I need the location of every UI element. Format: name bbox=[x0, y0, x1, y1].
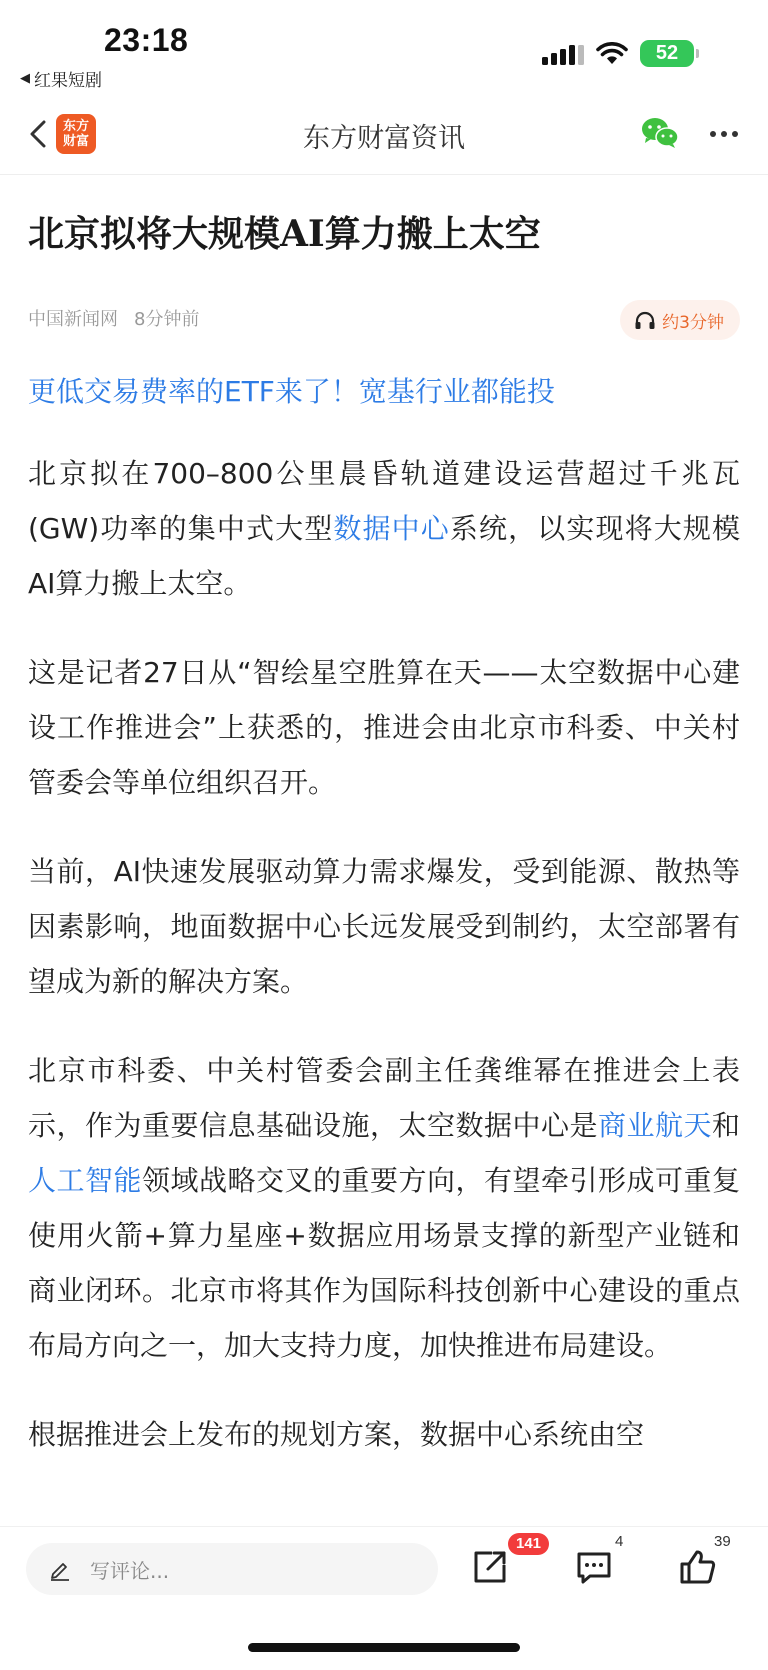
back-triangle-icon: ◀ bbox=[20, 71, 30, 86]
article-title: 北京拟将大规模AI算力搬上太空 bbox=[28, 213, 541, 255]
logo-line-2: 财富 bbox=[62, 134, 89, 149]
home-indicator[interactable] bbox=[248, 1643, 520, 1652]
back-to-app-link[interactable] bbox=[20, 66, 102, 91]
article-source: 中国新闻网 bbox=[28, 309, 118, 330]
nav-bar bbox=[0, 96, 768, 175]
cellular-signal-icon bbox=[542, 43, 584, 65]
share-icon[interactable] bbox=[470, 1547, 510, 1587]
status-bar bbox=[0, 0, 768, 90]
paragraph-5: 根据推进会上发布的规划方案，数据中心系统由空 bbox=[28, 1418, 645, 1451]
paragraph-4-text-a: 北京市科委、中关村管委会副主任龚维幂在推进会上表示，作为重要信息基础设施，太空数据中心是 bbox=[28, 1054, 740, 1142]
status-time: 23:18 bbox=[104, 22, 189, 58]
like-count: 39 bbox=[714, 1533, 731, 1550]
paragraph-4 bbox=[28, 1043, 740, 1373]
paragraph-1-text-b: 系统，以实现将大规模AI算力搬上太空。 bbox=[28, 512, 740, 600]
article-meta bbox=[28, 300, 740, 340]
paragraph-1 bbox=[28, 446, 740, 611]
promo-link[interactable]: 更低交易费率的ETF来了！宽基行业都能投 bbox=[28, 375, 555, 408]
bottom-bar bbox=[0, 1526, 768, 1670]
status-indicators bbox=[542, 40, 694, 67]
paragraph-2: 这是记者27日从“智绘星空胜算在天——太空数据中心建设工作推进会”上获悉的，推进会由北京市科委、中关村管委会等单位组织召开。 bbox=[28, 656, 740, 799]
comment-count: 4 bbox=[615, 1533, 624, 1550]
battery-icon bbox=[640, 40, 694, 67]
listen-duration: 约3分钟 bbox=[662, 312, 724, 333]
comment-input[interactable] bbox=[26, 1543, 438, 1595]
keyword-link-data-center[interactable]: 数据中心 bbox=[333, 512, 450, 545]
comment-icon[interactable] bbox=[574, 1547, 614, 1587]
article bbox=[28, 210, 740, 1462]
battery-level: 52 bbox=[655, 42, 679, 64]
paragraph-3: 当前，AI快速发展驱动算力需求爆发，受到能源、散热等因素影响，地面数据中心长远发展受到制约，太空部署有望成为新的解决方案。 bbox=[28, 855, 740, 998]
keyword-link-ai[interactable]: 人工智能 bbox=[28, 1164, 142, 1197]
wechat-icon[interactable] bbox=[640, 116, 680, 150]
paragraph-1-text-a: 北京拟在700–800公里晨昏轨道建设运营超过千兆瓦(GW)功率的集中式大型 bbox=[28, 457, 740, 545]
listen-button[interactable] bbox=[620, 300, 740, 340]
headphones-icon bbox=[634, 310, 656, 330]
paragraph-4-text-mid: 和 bbox=[711, 1109, 740, 1142]
pen-icon bbox=[48, 1557, 72, 1581]
paragraph-4-text-b: 领域战略交叉的重要方向，有望牵引形成可重复使用火箭+算力星座+数据应用场景支撑的新型产业链和商业闭环。北京市将其作为国际科技创新中心建设的重点布局方向之一，加大支持力度，加快推进布局建设。 bbox=[28, 1164, 740, 1362]
wifi-icon bbox=[596, 42, 628, 66]
comment-placeholder: 写评论... bbox=[90, 1558, 170, 1583]
article-time: 8分钟前 bbox=[134, 309, 200, 330]
nav-title: 东方财富资讯 bbox=[303, 123, 465, 154]
share-count-badge: 141 bbox=[508, 1533, 549, 1555]
thumbs-up-icon[interactable] bbox=[678, 1547, 718, 1587]
logo-line-1: 东方 bbox=[62, 119, 89, 134]
more-icon[interactable] bbox=[708, 122, 740, 146]
back-app-label: 红果短剧 bbox=[34, 71, 102, 91]
keyword-link-commercial-aerospace[interactable]: 商业航天 bbox=[597, 1109, 712, 1142]
